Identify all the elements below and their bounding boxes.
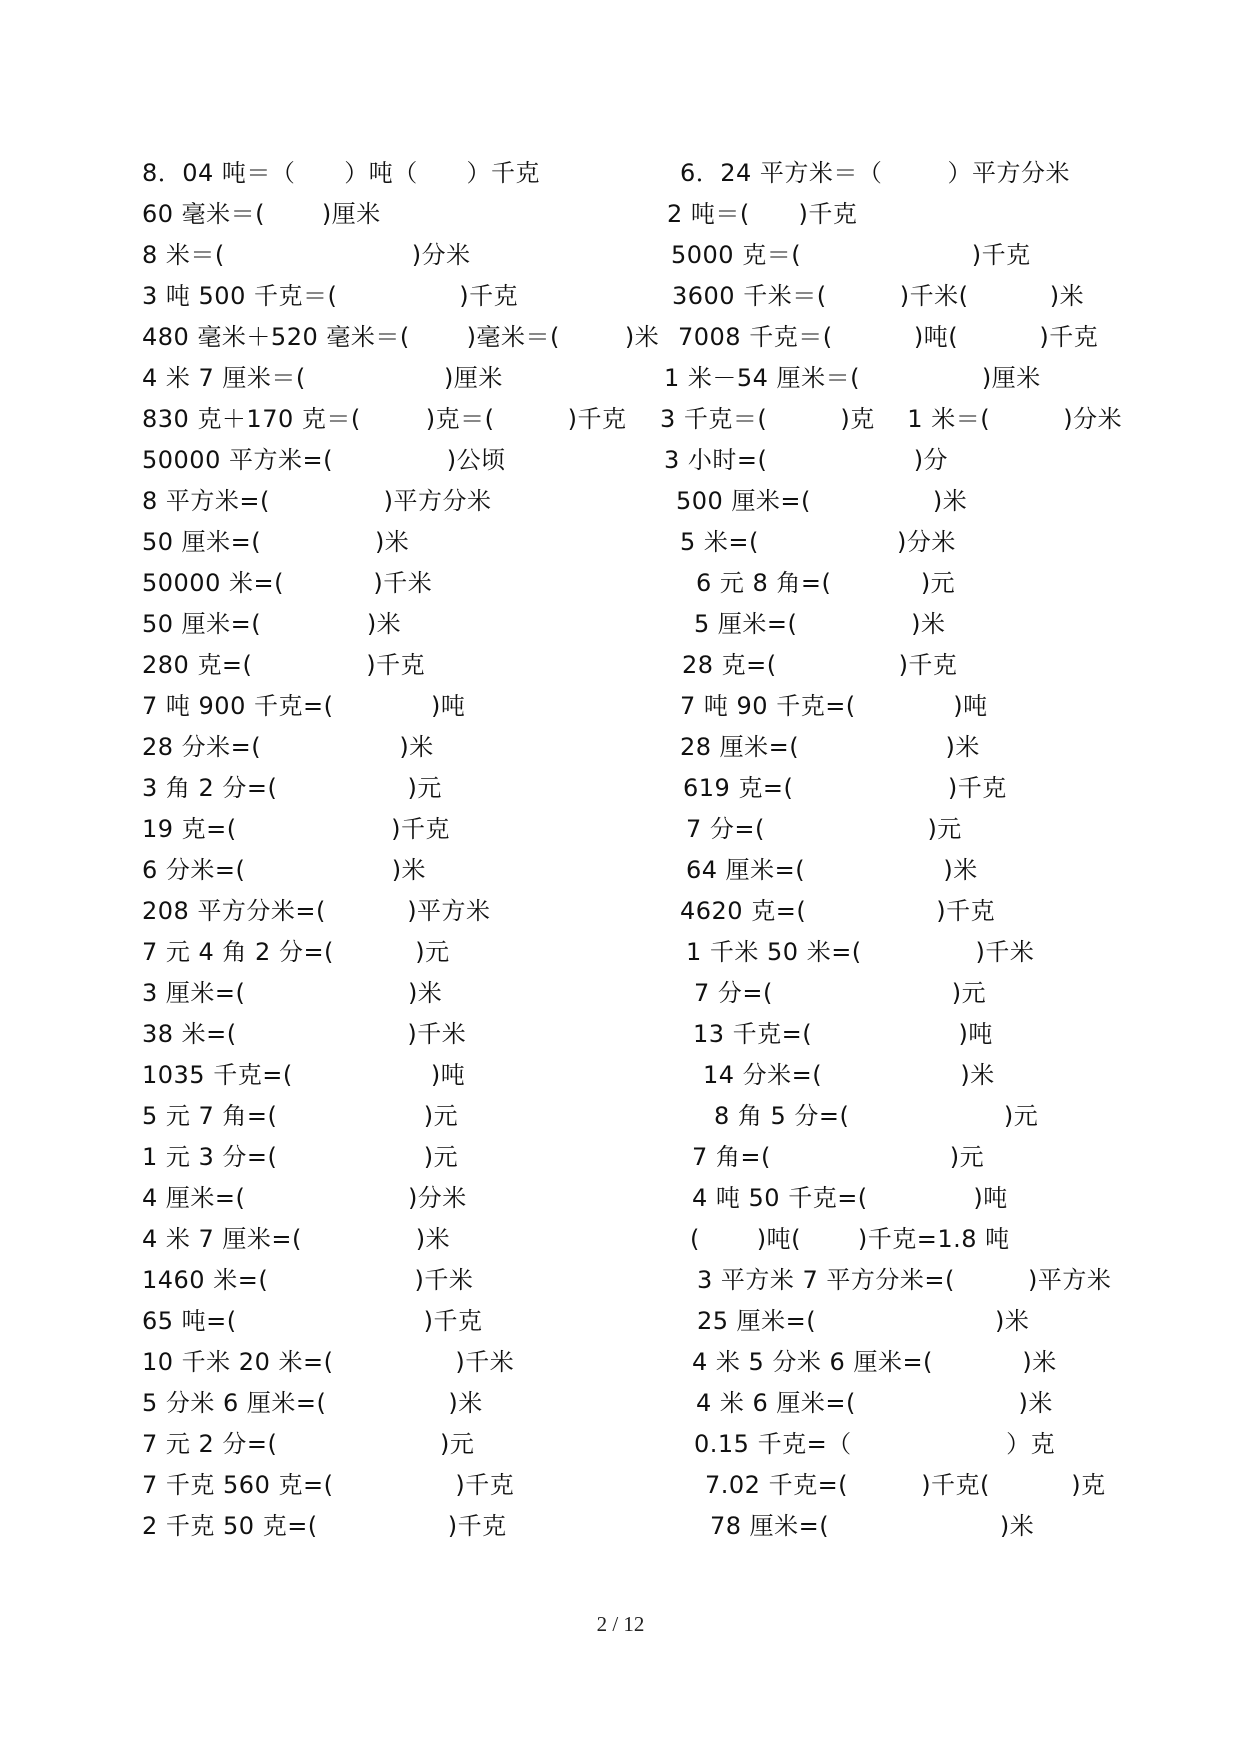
right-exercise: 3 平方米 7 平方分米=( )平方米 — [697, 1266, 1112, 1294]
left-exercise: 1460 米=( )千米 — [142, 1266, 474, 1294]
left-exercise: 7 千克 560 克=( )千克 — [142, 1471, 515, 1499]
worksheet-row — [0, 603, 1241, 645]
worksheet-row — [0, 931, 1241, 973]
worksheet-row — [0, 1136, 1241, 1178]
left-exercise: 8 米＝( )分米 — [142, 241, 471, 269]
worksheet-row — [0, 275, 1241, 317]
right-exercise: 25 厘米=( )米 — [697, 1307, 1030, 1335]
worksheet-row — [0, 1218, 1241, 1260]
right-exercise: 64 厘米=( )米 — [686, 856, 978, 884]
left-exercise: 50000 平方米=( )公顷 — [142, 446, 506, 474]
right-exercise: 5000 克＝( )千克 — [671, 241, 1031, 269]
worksheet-row — [0, 1300, 1241, 1342]
left-exercise: 5 分米 6 厘米=( )米 — [142, 1389, 483, 1417]
worksheet-row — [0, 1013, 1241, 1055]
right-exercise: 6 元 8 角=( )元 — [696, 569, 956, 597]
right-exercise: 1 千米 50 米=( )千米 — [686, 938, 1035, 966]
worksheet-row — [0, 234, 1241, 276]
worksheet-row — [0, 357, 1241, 399]
left-exercise: 7 元 4 角 2 分=( )元 — [142, 938, 450, 966]
right-exercise: 1 米－54 厘米＝( )厘米 — [664, 364, 1041, 392]
worksheet-row — [0, 398, 1241, 440]
worksheet-row — [0, 1095, 1241, 1137]
right-exercise: 7 分=( )元 — [694, 979, 987, 1007]
right-exercise: 0.15 千克=（ ）克 — [694, 1430, 1056, 1458]
left-exercise: 7 元 2 分=( )元 — [142, 1430, 475, 1458]
right-exercise: 7008 千克＝( )吨( )千克 — [678, 323, 1099, 351]
left-exercise: 480 毫米＋520 毫米＝( )毫米＝( )米 — [142, 323, 660, 351]
right-exercise: 6．24 平方米＝（ ）平方分米 — [680, 159, 1070, 187]
page-number: 2 / 12 — [596, 1612, 645, 1636]
worksheet-row — [0, 1054, 1241, 1096]
left-exercise: 60 毫米＝( )厘米 — [142, 200, 381, 228]
left-exercise: 7 吨 900 千克=( )吨 — [142, 692, 466, 720]
right-exercise: 8 角 5 分=( )元 — [714, 1102, 1039, 1130]
worksheet-row — [0, 316, 1241, 358]
right-exercise: 5 米=( )分米 — [680, 528, 956, 556]
left-exercise: 28 分米=( )米 — [142, 733, 434, 761]
worksheet-row — [0, 808, 1241, 850]
left-exercise: 2 千克 50 克=( )千克 — [142, 1512, 507, 1540]
left-exercise: 208 平方分米=( )平方米 — [142, 897, 491, 925]
left-exercise: 50 厘米=( )米 — [142, 528, 410, 556]
right-exercise: 2 吨＝( )千克 — [667, 200, 858, 228]
worksheet-row — [0, 767, 1241, 809]
left-exercise: 830 克＋170 克＝( )克＝( )千克 — [142, 405, 627, 433]
left-exercise: 8．04 吨＝（ ）吨（ ）千克 — [142, 159, 540, 187]
left-exercise: 4 厘米=( )分米 — [142, 1184, 467, 1212]
right-exercise: 13 千克=( )吨 — [693, 1020, 993, 1048]
right-exercise: 14 分米=( )米 — [703, 1061, 995, 1089]
worksheet-row — [0, 562, 1241, 604]
right-exercise: 7.02 千克=( )千克( )克 — [705, 1471, 1106, 1499]
worksheet-row — [0, 890, 1241, 932]
worksheet-row — [0, 685, 1241, 727]
left-exercise: 8 平方米=( )平方分米 — [142, 487, 492, 515]
right-exercise: 7 角=( )元 — [692, 1143, 985, 1171]
worksheet-row — [0, 1259, 1241, 1301]
left-exercise: 6 分米=( )米 — [142, 856, 427, 884]
worksheet-row — [0, 1341, 1241, 1383]
left-exercise: 50 厘米=( )米 — [142, 610, 402, 638]
right-exercise: 3600 千米＝( )千米( )米 — [672, 282, 1085, 310]
worksheet-row — [0, 726, 1241, 768]
left-exercise: 3 厘米=( )米 — [142, 979, 443, 1007]
worksheet-row — [0, 193, 1241, 235]
left-exercise: 280 克=( )千克 — [142, 651, 426, 679]
worksheet-row — [0, 1505, 1241, 1547]
right-exercise: 3 千克＝( )克 1 米＝( )分米 — [660, 405, 1123, 433]
worksheet-row — [0, 1177, 1241, 1219]
right-exercise: 619 克=( )千克 — [683, 774, 1007, 802]
right-exercise: 4 吨 50 千克=( )吨 — [692, 1184, 1008, 1212]
worksheet-row — [0, 1382, 1241, 1424]
worksheet-row — [0, 972, 1241, 1014]
left-exercise: 38 米=( )千米 — [142, 1020, 467, 1048]
left-exercise: 10 千米 20 米=( )千米 — [142, 1348, 515, 1376]
left-exercise: 1035 千克=( )吨 — [142, 1061, 466, 1089]
right-exercise: 78 厘米=( )米 — [710, 1512, 1035, 1540]
right-exercise: 4 米 6 厘米=( )米 — [696, 1389, 1053, 1417]
left-exercise: 50000 米=( )千米 — [142, 569, 433, 597]
right-exercise: 7 吨 90 千克=( )吨 — [680, 692, 988, 720]
right-exercise: 4620 克=( )千克 — [680, 897, 996, 925]
right-exercise: 7 分=( )元 — [686, 815, 962, 843]
right-exercise: 5 厘米=( )米 — [694, 610, 946, 638]
right-exercise: 4 米 5 分米 6 厘米=( )米 — [692, 1348, 1057, 1376]
worksheet-row — [0, 644, 1241, 686]
left-exercise: 1 元 3 分=( )元 — [142, 1143, 459, 1171]
worksheet-row — [0, 152, 1241, 194]
right-exercise: ( )吨( )千克=1.8 吨 — [690, 1225, 1010, 1253]
right-exercise: 28 克=( )千克 — [682, 651, 958, 679]
left-exercise: 19 克=( )千克 — [142, 815, 450, 843]
left-exercise: 4 米 7 厘米=( )米 — [142, 1225, 451, 1253]
right-exercise: 28 厘米=( )米 — [680, 733, 980, 761]
right-exercise: 3 小时=( )分 — [664, 446, 949, 474]
worksheet-row — [0, 1423, 1241, 1465]
worksheet-row — [0, 521, 1241, 563]
left-exercise: 5 元 7 角=( )元 — [142, 1102, 459, 1130]
left-exercise: 3 吨 500 千克＝( )千克 — [142, 282, 519, 310]
worksheet-row — [0, 849, 1241, 891]
worksheet-row — [0, 1464, 1241, 1506]
right-exercise: 500 厘米=( )米 — [676, 487, 968, 515]
worksheet-row — [0, 480, 1241, 522]
left-exercise: 4 米 7 厘米＝( )厘米 — [142, 364, 503, 392]
left-exercise: 65 吨=( )千克 — [142, 1307, 483, 1335]
left-exercise: 3 角 2 分=( )元 — [142, 774, 442, 802]
worksheet-row — [0, 439, 1241, 481]
